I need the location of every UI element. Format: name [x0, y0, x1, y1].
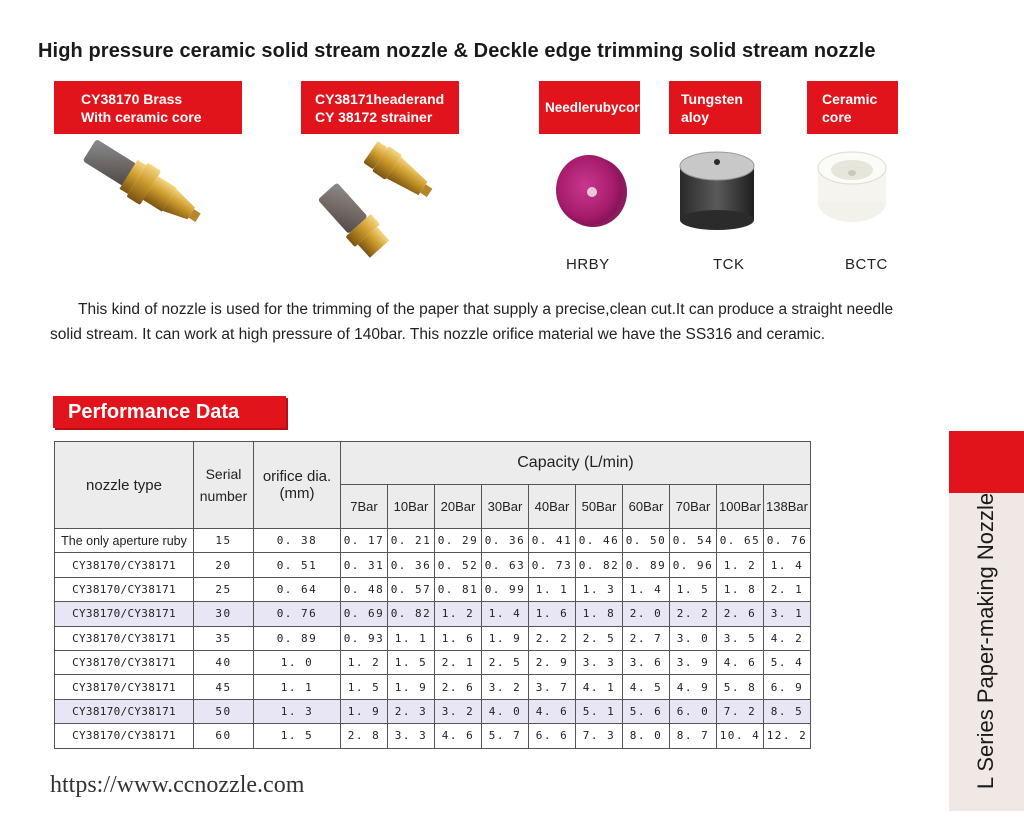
header-pressure: 60Bar — [623, 485, 670, 529]
cell-capacity: 12. 2 — [764, 724, 811, 748]
cell-nozzle-type: CY38170/CY38171 — [55, 650, 194, 674]
table-row — [55, 650, 811, 674]
cell-capacity: 0. 29 — [435, 529, 482, 553]
cell-capacity: 0. 36 — [388, 553, 435, 577]
cell-capacity: 8. 5 — [764, 699, 811, 723]
cell-capacity: 4. 1 — [576, 675, 623, 699]
cell-capacity: 3. 2 — [435, 699, 482, 723]
cell-capacity: 1. 8 — [717, 577, 764, 601]
cell-capacity: 1. 2 — [717, 553, 764, 577]
cell-capacity: 0. 81 — [435, 577, 482, 601]
cell-capacity: 5. 4 — [764, 650, 811, 674]
product-label-cy38171 — [301, 81, 459, 134]
cell-capacity: 8. 7 — [670, 724, 717, 748]
core-label-line: Ceramic — [822, 90, 878, 107]
cell-capacity: 2. 0 — [623, 602, 670, 626]
cell-capacity: 1. 5 — [670, 577, 717, 601]
cell-orifice: 0. 76 — [254, 602, 341, 626]
cell-capacity: 0. 93 — [341, 626, 388, 650]
side-banner-accent — [949, 431, 1024, 493]
table-row — [55, 626, 811, 650]
cell-capacity: 0. 31 — [341, 553, 388, 577]
cell-capacity: 6. 9 — [764, 675, 811, 699]
cell-capacity: 6. 0 — [670, 699, 717, 723]
product-label-line: CY 38172 strainer — [315, 108, 433, 125]
header-pressure: 20Bar — [435, 485, 482, 529]
cell-capacity: 4. 0 — [482, 699, 529, 723]
nozzle-header-and-strainer-image — [312, 140, 452, 268]
cell-capacity: 0. 46 — [576, 529, 623, 553]
cell-capacity: 0. 89 — [623, 553, 670, 577]
cell-capacity: 2. 8 — [341, 724, 388, 748]
side-banner — [949, 431, 1024, 811]
cell-capacity: 8. 0 — [623, 724, 670, 748]
header-nozzle-type: nozzle type — [55, 442, 194, 529]
cell-capacity: 1. 9 — [341, 699, 388, 723]
cell-orifice: 0. 64 — [254, 577, 341, 601]
cell-serial: 45 — [194, 675, 254, 699]
table-row — [55, 699, 811, 723]
cell-capacity: 0. 96 — [670, 553, 717, 577]
core-label-ruby — [539, 81, 648, 134]
core-label-line: Needlerubycore — [545, 99, 648, 115]
header-capacity: Capacity (L/min) — [341, 442, 811, 485]
cell-capacity: 2. 2 — [670, 602, 717, 626]
cell-capacity: 1. 6 — [529, 602, 576, 626]
cell-capacity: 1. 2 — [435, 602, 482, 626]
cell-capacity: 0. 82 — [576, 553, 623, 577]
cell-capacity: 1. 1 — [388, 626, 435, 650]
cell-capacity: 0. 69 — [341, 602, 388, 626]
cell-capacity: 2. 6 — [717, 602, 764, 626]
table-row — [55, 724, 811, 748]
cell-serial: 20 — [194, 553, 254, 577]
product-label-line: CY38170 Brass — [81, 90, 183, 107]
cell-capacity: 0. 50 — [623, 529, 670, 553]
cell-capacity: 1. 9 — [482, 626, 529, 650]
cell-capacity: 1. 4 — [764, 553, 811, 577]
cell-capacity: 0. 65 — [717, 529, 764, 553]
cell-capacity: 0. 76 — [764, 529, 811, 553]
cell-serial: 15 — [194, 529, 254, 553]
cell-nozzle-type: CY38170/CY38171 — [55, 626, 194, 650]
tungsten-alloy-core-image — [676, 146, 760, 234]
side-banner-label: L Series Paper-making Nozzle — [973, 492, 998, 790]
core-label-ceramic — [807, 81, 898, 134]
cell-capacity: 2. 1 — [764, 577, 811, 601]
cell-capacity: 1. 2 — [341, 650, 388, 674]
cell-capacity: 5. 7 — [482, 724, 529, 748]
cell-capacity: 3. 7 — [529, 675, 576, 699]
core-caption-hrby: HRBY — [566, 256, 610, 273]
header-pressure: 30Bar — [482, 485, 529, 529]
product-label-cy38170 — [54, 81, 242, 134]
cell-orifice: 0. 89 — [254, 626, 341, 650]
ceramic-core-image — [810, 146, 894, 230]
cell-nozzle-type: CY38170/CY38171 — [55, 577, 194, 601]
cell-capacity: 6. 6 — [529, 724, 576, 748]
cell-capacity: 0. 99 — [482, 577, 529, 601]
cell-capacity: 1. 1 — [529, 577, 576, 601]
header-pressure: 138Bar — [764, 485, 811, 529]
cell-capacity: 0. 21 — [388, 529, 435, 553]
cell-capacity: 3. 5 — [717, 626, 764, 650]
cell-capacity: 0. 36 — [482, 529, 529, 553]
cell-nozzle-type: The only aperture ruby — [55, 529, 194, 553]
product-label-line: With ceramic core — [81, 108, 202, 125]
cell-capacity: 1. 6 — [435, 626, 482, 650]
cell-capacity: 1. 5 — [341, 675, 388, 699]
cell-orifice: 1. 0 — [254, 650, 341, 674]
cell-serial: 40 — [194, 650, 254, 674]
cell-orifice: 0. 51 — [254, 553, 341, 577]
cell-orifice: 1. 3 — [254, 699, 341, 723]
cell-capacity: 0. 41 — [529, 529, 576, 553]
header-pressure: 7Bar — [341, 485, 388, 529]
table-row — [55, 602, 811, 626]
description — [50, 298, 900, 347]
core-label-tungsten — [669, 81, 761, 134]
cell-capacity: 5. 8 — [717, 675, 764, 699]
cell-capacity: 2. 5 — [482, 650, 529, 674]
cell-capacity: 5. 6 — [623, 699, 670, 723]
cell-serial: 60 — [194, 724, 254, 748]
cell-orifice: 0. 38 — [254, 529, 341, 553]
header-serial-number: Serial number — [194, 442, 254, 529]
table-row — [55, 553, 811, 577]
header-pressure: 50Bar — [576, 485, 623, 529]
table-row — [55, 577, 811, 601]
cell-capacity: 2. 3 — [388, 699, 435, 723]
cell-capacity: 4. 6 — [717, 650, 764, 674]
ruby-core-image — [551, 150, 631, 230]
cell-capacity: 2. 1 — [435, 650, 482, 674]
cell-capacity: 1. 8 — [576, 602, 623, 626]
cell-serial: 50 — [194, 699, 254, 723]
core-label-line: aloy — [681, 108, 710, 125]
cell-capacity: 3. 3 — [576, 650, 623, 674]
core-caption-tck: TCK — [713, 256, 745, 273]
cell-capacity: 0. 63 — [482, 553, 529, 577]
cell-serial: 35 — [194, 626, 254, 650]
cell-capacity: 3. 1 — [764, 602, 811, 626]
cell-capacity: 3. 9 — [670, 650, 717, 674]
table-row — [55, 675, 811, 699]
cell-capacity: 2. 5 — [576, 626, 623, 650]
header-orifice-dia: orifice dia.(mm) — [254, 442, 341, 529]
cell-capacity: 3. 2 — [482, 675, 529, 699]
cell-nozzle-type: CY38170/CY38171 — [55, 699, 194, 723]
cell-capacity: 10. 4 — [717, 724, 764, 748]
cell-orifice: 1. 5 — [254, 724, 341, 748]
brass-nozzle-with-ceramic-core-image — [72, 140, 222, 255]
cell-capacity: 1. 3 — [576, 577, 623, 601]
cell-capacity: 4. 9 — [670, 675, 717, 699]
cell-capacity: 0. 82 — [388, 602, 435, 626]
cell-capacity: 5. 1 — [576, 699, 623, 723]
cell-capacity: 1. 5 — [388, 650, 435, 674]
cell-capacity: 1. 4 — [623, 577, 670, 601]
cell-capacity: 4. 6 — [529, 699, 576, 723]
core-label-line: Tungsten — [681, 90, 743, 107]
header-pressure: 40Bar — [529, 485, 576, 529]
cell-capacity: 4. 2 — [764, 626, 811, 650]
cell-capacity: 1. 9 — [388, 675, 435, 699]
core-caption-bctc: BCTC — [845, 256, 888, 273]
cell-serial: 25 — [194, 577, 254, 601]
performance-table — [54, 441, 811, 749]
cell-capacity: 0. 52 — [435, 553, 482, 577]
cell-nozzle-type: CY38170/CY38171 — [55, 602, 194, 626]
cell-serial: 30 — [194, 602, 254, 626]
cell-capacity: 3. 3 — [388, 724, 435, 748]
performance-data-heading: Performance Data — [53, 396, 286, 428]
description-text: This kind of nozzle is used for the trimming of the paper that supply a precise,clean cut.It can produce a straight needle solid stream. It can work at high pressure of 140bar. This nozzle orifice material we have the SS316 and ceramic. — [50, 301, 894, 343]
cell-capacity: 2. 2 — [529, 626, 576, 650]
cell-orifice: 1. 1 — [254, 675, 341, 699]
cell-capacity: 4. 6 — [435, 724, 482, 748]
cell-capacity: 0. 73 — [529, 553, 576, 577]
table-row — [55, 529, 811, 553]
product-label-line: CY38171headerand — [315, 90, 445, 107]
cell-capacity: 0. 48 — [341, 577, 388, 601]
cell-nozzle-type: CY38170/CY38171 — [55, 724, 194, 748]
header-pressure: 100Bar — [717, 485, 764, 529]
cell-capacity: 2. 6 — [435, 675, 482, 699]
cell-capacity: 0. 57 — [388, 577, 435, 601]
cell-capacity: 2. 9 — [529, 650, 576, 674]
page-title: High pressure ceramic solid stream nozzle & Deckle edge trimming solid stream nozzle — [38, 40, 876, 62]
cell-capacity: 0. 54 — [670, 529, 717, 553]
cell-capacity: 3. 0 — [670, 626, 717, 650]
header-pressure: 10Bar — [388, 485, 435, 529]
website-url: https://www.ccnozzle.com — [50, 772, 305, 798]
cell-capacity: 7. 2 — [717, 699, 764, 723]
cell-capacity: 7. 3 — [576, 724, 623, 748]
core-label-line: core — [822, 108, 852, 125]
cell-capacity: 2. 7 — [623, 626, 670, 650]
cell-nozzle-type: CY38170/CY38171 — [55, 553, 194, 577]
performance-table-body — [55, 529, 811, 749]
header-pressure: 70Bar — [670, 485, 717, 529]
cell-capacity: 1. 4 — [482, 602, 529, 626]
cell-nozzle-type: CY38170/CY38171 — [55, 675, 194, 699]
cell-capacity: 3. 6 — [623, 650, 670, 674]
cell-capacity: 0. 17 — [341, 529, 388, 553]
cell-capacity: 4. 5 — [623, 675, 670, 699]
